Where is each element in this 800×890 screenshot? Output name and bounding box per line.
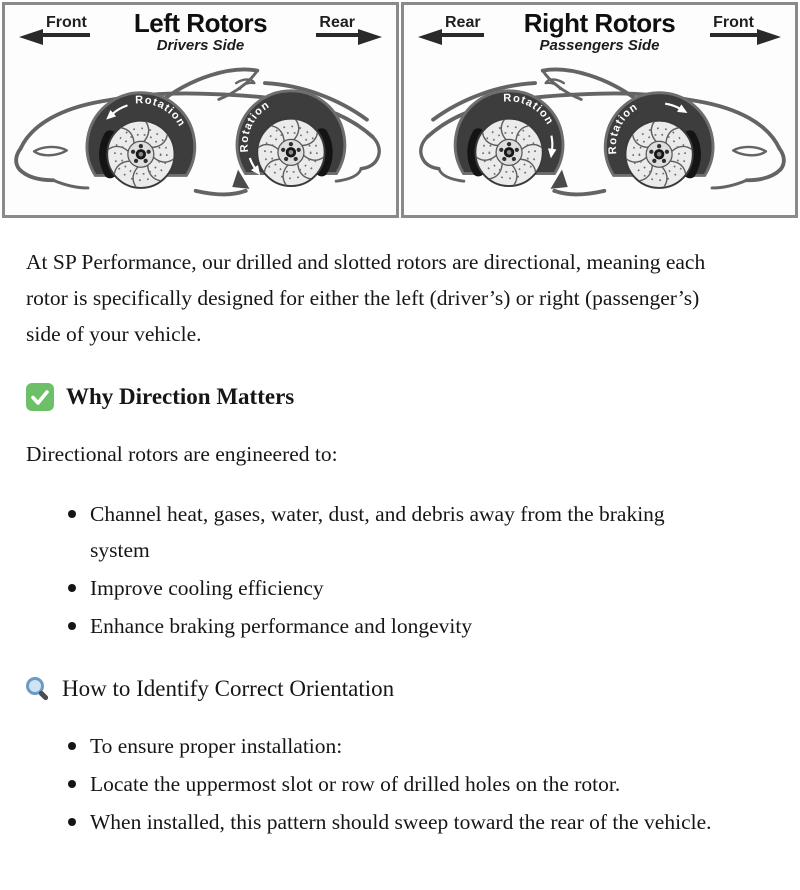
list-item: Locate the uppermost slot or row of drilled holes on the rotor. bbox=[68, 766, 728, 802]
direction-label: Rear bbox=[442, 14, 484, 37]
svg-text:Rotation: Rotation bbox=[238, 98, 273, 153]
front-arrow-icon bbox=[757, 29, 781, 45]
orientation-steps-list bbox=[26, 728, 728, 840]
list-item: Enhance braking performance and longevity bbox=[68, 608, 728, 644]
section-heading-why-direction-matters bbox=[26, 382, 728, 412]
panel-subtitle: Passengers Side bbox=[539, 37, 660, 54]
panel-title: Right Rotors bbox=[523, 8, 676, 38]
list-item: To ensure proper installation: bbox=[68, 728, 728, 764]
magnifier-icon bbox=[26, 676, 50, 702]
right-car-diagram bbox=[404, 60, 795, 212]
left-rotors-panel bbox=[2, 2, 399, 218]
benefits-list bbox=[26, 496, 728, 644]
rotor-direction-diagram bbox=[2, 2, 798, 218]
direction-label: Front bbox=[43, 14, 90, 37]
direction-label: Rear bbox=[316, 14, 358, 37]
right-panel-header bbox=[404, 5, 795, 60]
rotation-arrow-icon bbox=[551, 136, 552, 151]
panel-title: Left Rotors bbox=[133, 8, 268, 38]
rear-direction-indicator bbox=[316, 14, 382, 37]
section-heading-text: How to Identify Correct Orientation bbox=[62, 676, 395, 701]
section-heading-text: Why Direction Matters bbox=[66, 384, 295, 409]
rear-direction-indicator bbox=[418, 14, 484, 37]
section-heading-identify-orientation bbox=[26, 674, 728, 704]
magnifier-handle bbox=[38, 690, 49, 701]
check-icon bbox=[26, 383, 54, 411]
lead-paragraph: Directional rotors are engineered to: bbox=[26, 442, 338, 466]
direction-label: Front bbox=[710, 14, 757, 37]
intro-paragraph: At SP Performance, our drilled and slotted rotors are directional, meaning each rotor is specifically designed for either the left (driver’s) or right (passenger’s) side of your vehicle. bbox=[26, 250, 706, 346]
list-item: Improve cooling efficiency bbox=[68, 570, 728, 606]
panel-subtitle: Drivers Side bbox=[156, 37, 245, 54]
rear-arrow-icon bbox=[358, 29, 382, 45]
list-item: When installed, this pattern should sweep toward the rear of the vehicle. bbox=[68, 804, 728, 840]
left-panel-header bbox=[5, 5, 396, 60]
left-car-diagram bbox=[5, 60, 396, 212]
article-body bbox=[0, 218, 758, 890]
svg-text:Rotation: Rotation bbox=[134, 94, 188, 130]
front-arrow-icon bbox=[19, 29, 43, 45]
svg-text:Rotation: Rotation bbox=[606, 100, 641, 155]
front-direction-indicator bbox=[19, 14, 90, 37]
svg-text:Rotation: Rotation bbox=[503, 92, 556, 128]
front-direction-indicator bbox=[710, 14, 781, 37]
rear-arrow-icon bbox=[418, 29, 442, 45]
list-item: Channel heat, gases, water, dust, and debris away from the braking system bbox=[68, 496, 728, 568]
right-rotors-panel bbox=[401, 2, 798, 218]
